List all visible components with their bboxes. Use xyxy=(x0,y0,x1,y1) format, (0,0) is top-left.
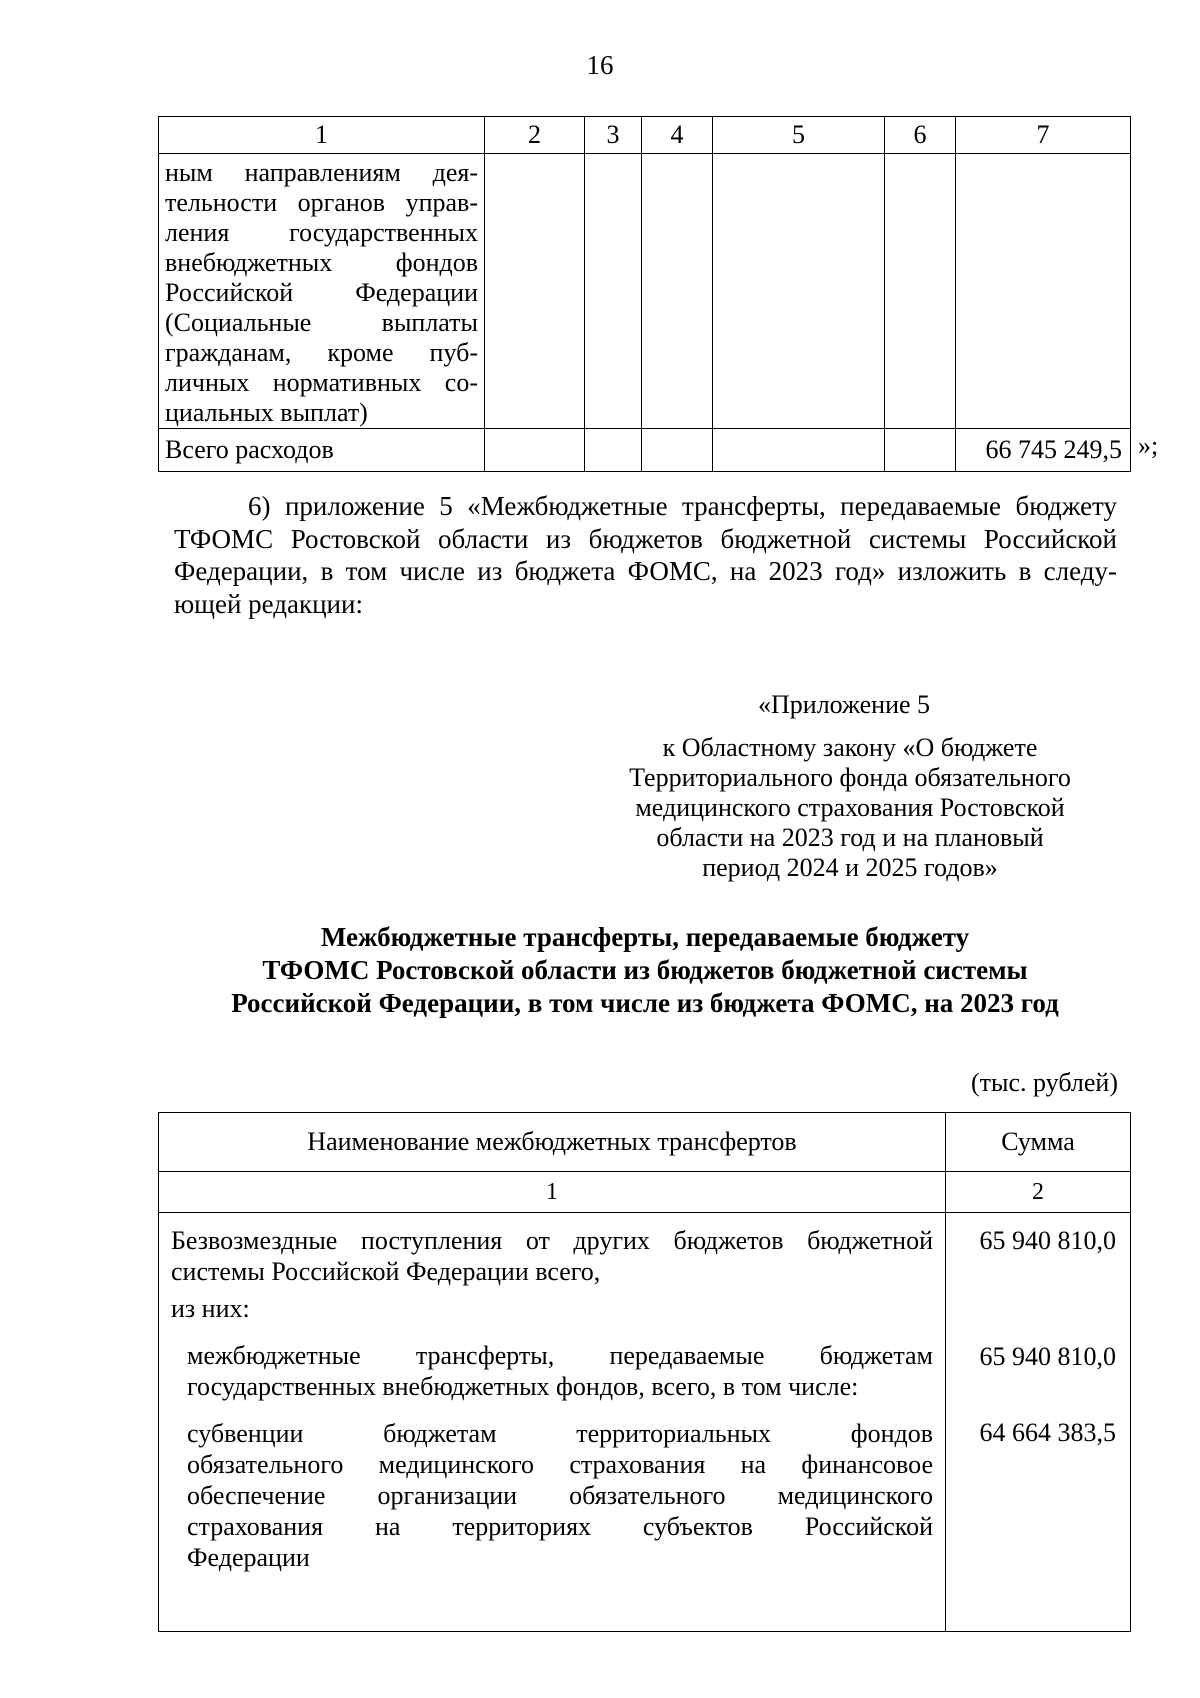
appendix-line: период 2024 и 2025 годов» xyxy=(702,853,998,882)
amendment-paragraph xyxy=(174,490,1117,620)
page-number: 16 xyxy=(586,50,614,80)
empty-cell xyxy=(585,429,642,472)
table-row xyxy=(159,1213,1131,1632)
total-row xyxy=(159,429,1131,472)
heading-line: ТФОМС Ростовской области из бюджетов бюджетной системы xyxy=(262,955,1028,985)
row-text-line: государственных внебюджетных фондов, всего, в том числе: xyxy=(187,1372,859,1401)
paragraph-line: 6) приложение 5 «Межбюджетные трансферты, передаваемые бюджету xyxy=(248,491,1117,521)
transfers-table xyxy=(158,1112,1131,1632)
appendix-reference xyxy=(590,733,1110,883)
description-line: (Социальные выплаты xyxy=(165,308,478,337)
column-number: 4 xyxy=(642,117,713,154)
row-text-line: субвенции бюджетам территориальных фондов xyxy=(187,1419,933,1448)
empty-cell xyxy=(642,429,713,472)
column-number: 1 xyxy=(159,117,485,154)
row-text-line: системы Российской Федерации всего, xyxy=(171,1257,601,1286)
column-number-row xyxy=(159,117,1131,154)
sum-value: 65 940 810,0 xyxy=(979,1226,1116,1255)
row-text-line: Безвозмездные поступления от других бюджетов бюджетной xyxy=(171,1226,933,1255)
paragraph-line: ТФОМС Ростовской области из бюджетов бюджетной системы Российской xyxy=(174,523,1117,554)
sum-value: 65 940 810,0 xyxy=(979,1342,1116,1371)
description-line: тельности органов управ- xyxy=(165,188,478,217)
empty-cell xyxy=(885,429,956,472)
column-number: 7 xyxy=(956,117,1131,154)
empty-cell xyxy=(713,154,885,429)
sums-cell xyxy=(946,1213,1131,1632)
description-line: ления государственных xyxy=(165,218,478,247)
column-number: 6 xyxy=(885,117,956,154)
header-sum: Сумма xyxy=(946,1113,1131,1172)
row-text-line: обеспечение организации обязательного медицинского xyxy=(187,1481,933,1510)
empty-cell xyxy=(713,429,885,472)
column-number-row xyxy=(159,1172,1131,1213)
closing-quote: »; xyxy=(1138,431,1159,460)
empty-cell xyxy=(956,154,1131,429)
row-subtext: из них: xyxy=(171,1294,250,1323)
appendix-title: «Приложение 5 xyxy=(758,690,931,719)
table-row xyxy=(159,154,1131,429)
expenses-table xyxy=(158,116,1131,472)
description-line: Российской Федерации xyxy=(165,278,478,307)
paragraph-line: ющей редакции: xyxy=(174,588,363,619)
row-text-line: Федерации xyxy=(187,1543,310,1572)
appendix-line: медицинского страхования Ростовской xyxy=(635,793,1065,822)
description-line: ным направлениям дея- xyxy=(165,158,478,187)
description-line: гражданам, кроме пуб- xyxy=(165,338,478,367)
empty-cell xyxy=(485,429,585,472)
header-name: Наименование межбюджетных трансфертов xyxy=(159,1113,946,1172)
empty-cell xyxy=(485,154,585,429)
row-text-line: обязательного медицинского страхования на финансовое xyxy=(187,1450,933,1479)
sum-value: 64 664 383,5 xyxy=(979,1418,1116,1447)
empty-cell xyxy=(885,154,956,429)
transfer-row-total xyxy=(171,1225,933,1324)
empty-cell xyxy=(642,154,713,429)
names-cell xyxy=(159,1213,946,1632)
total-label: Всего расходов xyxy=(159,429,485,472)
appendix-line: Территориального фонда обязательного xyxy=(629,763,1071,792)
transfer-row-subventions xyxy=(171,1418,933,1573)
row-text-line: страхования на территориях субъектов Российской xyxy=(187,1512,933,1541)
column-number: 2 xyxy=(485,117,585,154)
total-value: 66 745 249,5 xyxy=(956,429,1131,472)
appendix-line: области на 2023 год и на плановый xyxy=(656,823,1044,852)
description-line: внебюджетных фондов xyxy=(165,248,478,277)
column-number: 5 xyxy=(713,117,885,154)
empty-cell xyxy=(585,154,642,429)
description-line: циальных выплат) xyxy=(165,398,368,427)
paragraph-line: Федерации, в том числе из бюджета ФОМС, на 2023 год» изложить в следу- xyxy=(174,556,1117,586)
heading-line: Межбюджетные трансферты, передаваемые бюджету xyxy=(320,922,970,952)
units-label: (тыс. рублей) xyxy=(970,1068,1118,1097)
description-line: личных нормативных со- xyxy=(165,368,478,397)
appendix-line: к Областному закону «О бюджете xyxy=(662,733,1038,762)
column-number: 3 xyxy=(585,117,642,154)
heading-line: Российской Федерации, в том числе из бюджета ФОМС, на 2023 год xyxy=(231,988,1059,1018)
row-text-line: межбюджетные трансферты, передаваемые бюджетам xyxy=(187,1341,933,1370)
document-heading xyxy=(150,921,1140,1020)
transfer-row-interbudget xyxy=(171,1340,933,1402)
table-header-row xyxy=(159,1113,1131,1172)
column-number: 1 xyxy=(159,1172,946,1213)
column-number: 2 xyxy=(946,1172,1131,1213)
row-description xyxy=(159,154,485,429)
